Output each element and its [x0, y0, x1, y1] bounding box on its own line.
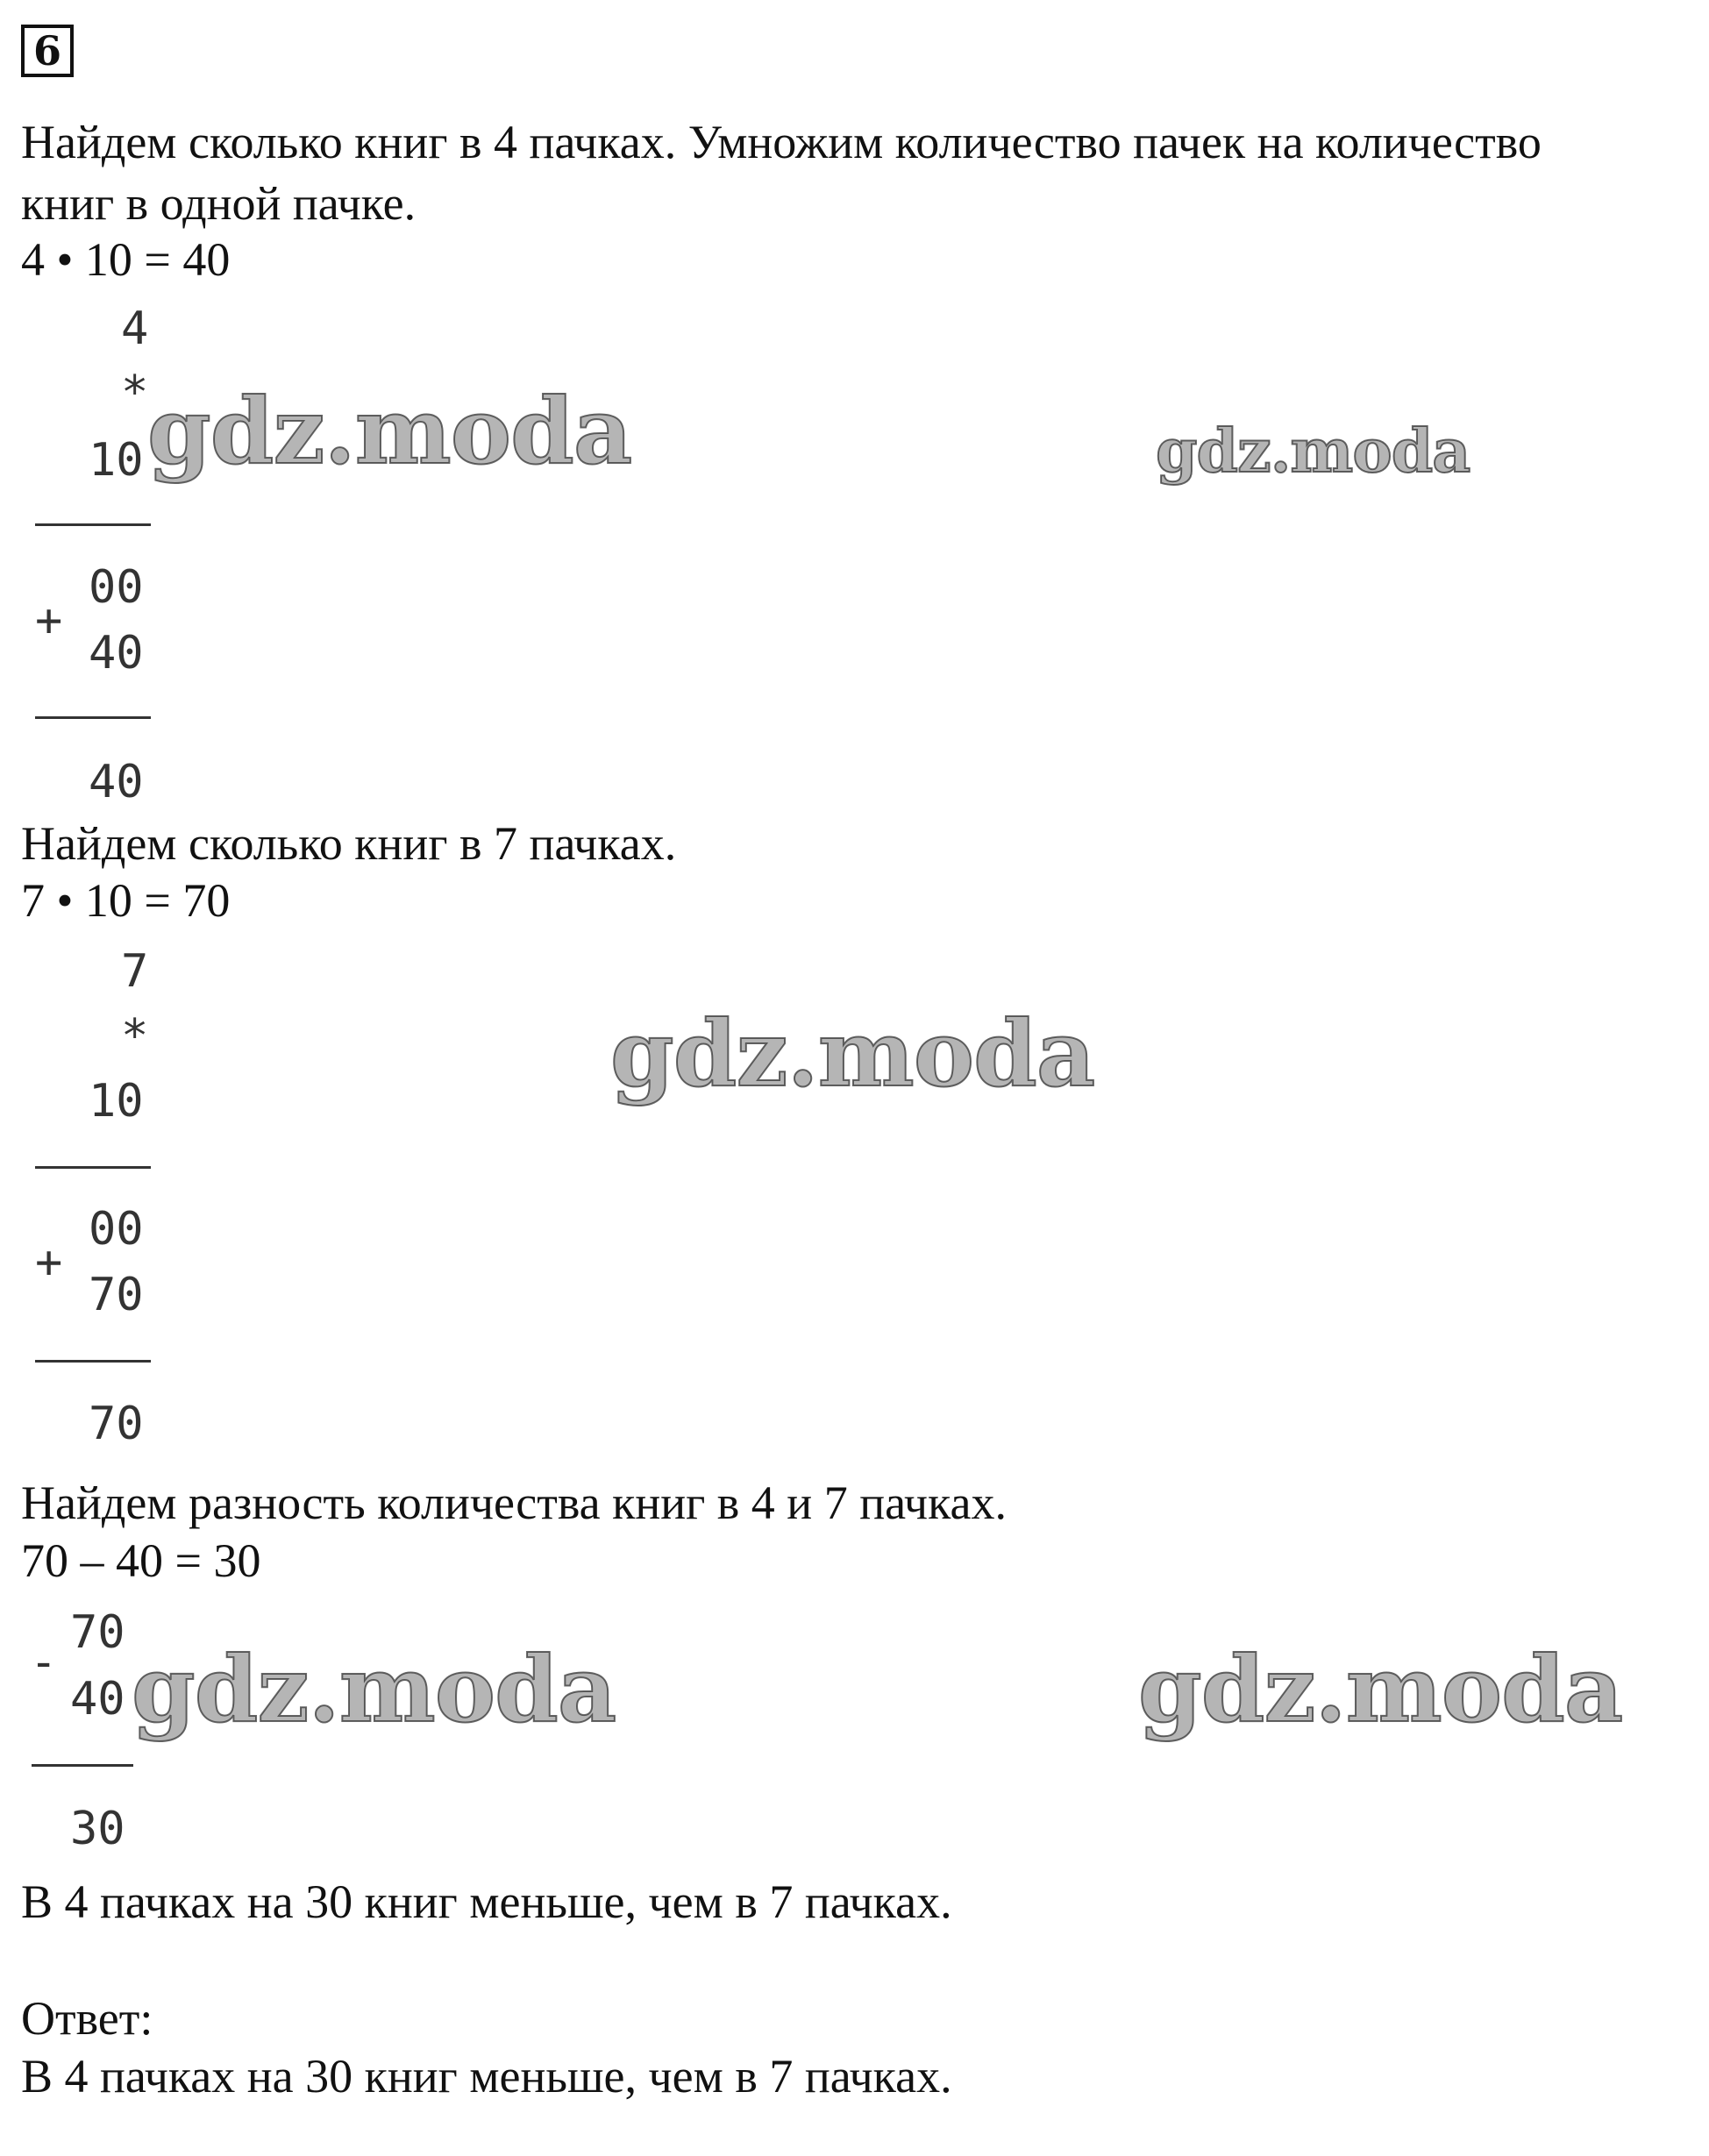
step1-partial2: 40: [89, 627, 144, 680]
step2-equation: 7 • 10 = 70: [21, 874, 231, 927]
step2-operator: *: [121, 1010, 149, 1063]
step2-partial1: 00: [89, 1203, 144, 1256]
watermark-5: gdz.moda: [1138, 1635, 1623, 1743]
step3-subtrahend: 40: [70, 1673, 125, 1726]
step2-partial-operator: +: [35, 1236, 63, 1289]
task-number-badge: 6: [21, 25, 74, 77]
step1-equation: 4 • 10 = 40: [21, 233, 231, 286]
step2-multiplier: 10: [89, 1075, 144, 1128]
watermark-4: gdz.moda: [132, 1635, 616, 1743]
step3-result: 30: [70, 1803, 125, 1855]
step1-partial-operator: +: [35, 594, 63, 647]
step1-text-line1: Найдем сколько книг в 4 пачках. Умножим количество пачек на количество: [21, 116, 1542, 168]
step3-minuend: 70: [70, 1606, 125, 1659]
watermark-1: gdz.moda: [147, 377, 632, 485]
watermark-2: gdz.moda: [1156, 416, 1470, 487]
watermark-3: gdz.moda: [610, 1000, 1095, 1107]
step1-result: 40: [89, 756, 144, 808]
conclusion-text: В 4 пачках на 30 книг меньше, чем в 7 пачках.: [21, 1875, 952, 1928]
step3-equation: 70 – 40 = 30: [21, 1534, 261, 1587]
step1-operator: *: [121, 366, 149, 419]
step2-text: Найдем сколько книг в 7 пачках.: [21, 817, 677, 870]
step3-operator: -: [30, 1636, 58, 1689]
step2-multiplicand: 7: [121, 945, 149, 998]
step1-multiplier: 10: [89, 434, 144, 487]
step1-text-line2: книг в одной пачке.: [21, 177, 417, 230]
answer-text: В 4 пачках на 30 книг меньше, чем в 7 пачках.: [21, 2050, 952, 2103]
step1-rule-1: [35, 523, 151, 526]
step2-rule-1: [35, 1166, 151, 1169]
step2-partial2: 70: [89, 1269, 144, 1321]
step1-multiplicand: 4: [121, 302, 149, 355]
step2-result: 70: [89, 1398, 144, 1450]
answer-label: Ответ:: [21, 1992, 153, 2045]
step2-rule-2: [35, 1360, 151, 1363]
step1-partial1: 00: [89, 561, 144, 614]
step1-rule-2: [35, 716, 151, 719]
step3-text: Найдем разность количества книг в 4 и 7 пачках.: [21, 1476, 1007, 1529]
step3-rule: [32, 1764, 133, 1767]
